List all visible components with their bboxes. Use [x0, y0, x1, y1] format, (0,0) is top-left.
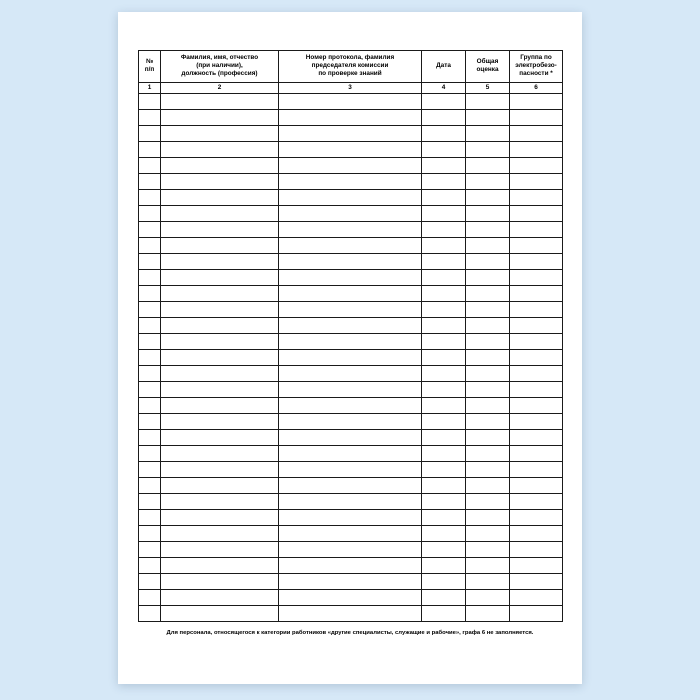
table-row — [139, 493, 563, 509]
table-row — [139, 93, 563, 109]
row-cell-total-grade[interactable] — [466, 589, 510, 605]
row-cell-protocol-chairman[interactable] — [279, 445, 422, 461]
row-cell-number[interactable] — [139, 413, 161, 429]
row-cell-fullname-position[interactable] — [161, 269, 279, 285]
row-cell-total-grade[interactable] — [466, 253, 510, 269]
row-cell-fullname-position[interactable] — [161, 189, 279, 205]
row-cell-total-grade[interactable] — [466, 205, 510, 221]
header-line: Дата — [436, 62, 451, 70]
column-header-date — [422, 51, 466, 83]
row-cell-protocol-chairman[interactable] — [279, 589, 422, 605]
row-cell-total-grade[interactable] — [466, 301, 510, 317]
row-cell-date[interactable] — [422, 397, 466, 413]
row-cell-total-grade[interactable] — [466, 317, 510, 333]
column-number-cell: 1 — [139, 82, 161, 93]
row-cell-electrical-safety-group[interactable] — [510, 253, 563, 269]
row-cell-electrical-safety-group[interactable] — [510, 397, 563, 413]
row-cell-number[interactable] — [139, 333, 161, 349]
row-cell-electrical-safety-group[interactable] — [510, 429, 563, 445]
header-line: Номер протокола, фамилия — [305, 54, 395, 61]
row-cell-number[interactable] — [139, 285, 161, 301]
row-cell-electrical-safety-group[interactable] — [510, 205, 563, 221]
row-cell-total-grade[interactable] — [466, 429, 510, 445]
row-cell-total-grade[interactable] — [466, 445, 510, 461]
table-row — [139, 589, 563, 605]
row-cell-total-grade[interactable] — [466, 93, 510, 109]
row-cell-electrical-safety-group[interactable] — [510, 589, 563, 605]
row-cell-number[interactable] — [139, 205, 161, 221]
row-cell-protocol-chairman[interactable] — [279, 205, 422, 221]
row-cell-number[interactable] — [139, 525, 161, 541]
header-line: п/п — [144, 66, 155, 74]
row-cell-fullname-position[interactable] — [161, 541, 279, 557]
header-line: (при наличии), — [196, 62, 243, 70]
table-row — [139, 285, 563, 301]
row-cell-date[interactable] — [422, 413, 466, 429]
row-cell-date[interactable] — [422, 541, 466, 557]
row-cell-total-grade[interactable] — [466, 509, 510, 525]
row-cell-total-grade[interactable] — [466, 525, 510, 541]
row-cell-protocol-chairman[interactable] — [279, 253, 422, 269]
row-cell-protocol-chairman[interactable] — [279, 173, 422, 189]
row-cell-fullname-position[interactable] — [161, 397, 279, 413]
row-cell-protocol-chairman[interactable] — [279, 285, 422, 301]
table-row — [139, 141, 563, 157]
knowledge-check-register-table — [138, 50, 563, 622]
table-row — [139, 237, 563, 253]
table-row — [139, 125, 563, 141]
row-cell-total-grade[interactable] — [466, 173, 510, 189]
row-cell-protocol-chairman[interactable] — [279, 525, 422, 541]
column-header-fullname-position — [161, 51, 279, 83]
row-cell-date[interactable] — [422, 157, 466, 173]
row-cell-electrical-safety-group[interactable] — [510, 285, 563, 301]
table-row — [139, 477, 563, 493]
row-cell-fullname-position[interactable] — [161, 333, 279, 349]
row-cell-date[interactable] — [422, 509, 466, 525]
row-cell-electrical-safety-group[interactable] — [510, 173, 563, 189]
row-cell-protocol-chairman[interactable] — [279, 237, 422, 253]
row-cell-date[interactable] — [422, 93, 466, 109]
row-cell-total-grade[interactable] — [466, 333, 510, 349]
row-cell-fullname-position[interactable] — [161, 285, 279, 301]
table-row — [139, 189, 563, 205]
row-cell-number[interactable] — [139, 253, 161, 269]
row-cell-date[interactable] — [422, 445, 466, 461]
row-cell-fullname-position[interactable] — [161, 557, 279, 573]
row-cell-fullname-position[interactable] — [161, 205, 279, 221]
row-cell-total-grade[interactable] — [466, 541, 510, 557]
row-cell-protocol-chairman[interactable] — [279, 477, 422, 493]
header-line: пасности * — [519, 70, 553, 78]
table-row — [139, 173, 563, 189]
table-row — [139, 269, 563, 285]
row-cell-total-grade[interactable] — [466, 237, 510, 253]
row-cell-protocol-chairman[interactable] — [279, 141, 422, 157]
row-cell-date[interactable] — [422, 365, 466, 381]
row-cell-number[interactable] — [139, 445, 161, 461]
row-cell-number[interactable] — [139, 477, 161, 493]
column-header-electrical-safety-group — [510, 51, 563, 83]
row-cell-electrical-safety-group[interactable] — [510, 189, 563, 205]
table-header-row — [139, 51, 563, 83]
row-cell-number[interactable] — [139, 349, 161, 365]
row-cell-total-grade[interactable] — [466, 365, 510, 381]
row-cell-date[interactable] — [422, 237, 466, 253]
row-cell-total-grade[interactable] — [466, 157, 510, 173]
row-cell-total-grade[interactable] — [466, 605, 510, 621]
row-cell-protocol-chairman[interactable] — [279, 605, 422, 621]
row-cell-electrical-safety-group[interactable] — [510, 413, 563, 429]
header-line: председателя комиссии — [311, 62, 389, 70]
row-cell-number[interactable] — [139, 157, 161, 173]
table-row — [139, 461, 563, 477]
table-row — [139, 605, 563, 621]
row-cell-fullname-position[interactable] — [161, 221, 279, 237]
header-line: Общая — [476, 58, 499, 66]
row-cell-protocol-chairman[interactable] — [279, 109, 422, 125]
row-cell-fullname-position[interactable] — [161, 93, 279, 109]
table-row — [139, 301, 563, 317]
row-cell-fullname-position[interactable] — [161, 445, 279, 461]
row-cell-date[interactable] — [422, 317, 466, 333]
row-cell-date[interactable] — [422, 573, 466, 589]
row-cell-date[interactable] — [422, 349, 466, 365]
row-cell-protocol-chairman[interactable] — [279, 365, 422, 381]
column-header-protocol-chairman — [279, 51, 422, 83]
row-cell-fullname-position[interactable] — [161, 429, 279, 445]
row-cell-protocol-chairman[interactable] — [279, 413, 422, 429]
header-line: оценка — [476, 66, 499, 74]
row-cell-protocol-chairman[interactable] — [279, 301, 422, 317]
row-cell-protocol-chairman[interactable] — [279, 221, 422, 237]
column-number-cell: 5 — [466, 82, 510, 93]
row-cell-total-grade[interactable] — [466, 125, 510, 141]
row-cell-date[interactable] — [422, 269, 466, 285]
table-row — [139, 349, 563, 365]
row-cell-protocol-chairman[interactable] — [279, 157, 422, 173]
row-cell-protocol-chairman[interactable] — [279, 461, 422, 477]
row-cell-fullname-position[interactable] — [161, 525, 279, 541]
row-cell-number[interactable] — [139, 493, 161, 509]
row-cell-electrical-safety-group[interactable] — [510, 477, 563, 493]
row-cell-electrical-safety-group[interactable] — [510, 93, 563, 109]
row-cell-electrical-safety-group[interactable] — [510, 525, 563, 541]
row-cell-electrical-safety-group[interactable] — [510, 493, 563, 509]
row-cell-electrical-safety-group[interactable] — [510, 573, 563, 589]
table-row — [139, 509, 563, 525]
table-row — [139, 573, 563, 589]
table-row — [139, 333, 563, 349]
row-cell-date[interactable] — [422, 253, 466, 269]
row-cell-protocol-chairman[interactable] — [279, 397, 422, 413]
row-cell-fullname-position[interactable] — [161, 365, 279, 381]
table-row — [139, 429, 563, 445]
row-cell-date[interactable] — [422, 333, 466, 349]
row-cell-total-grade[interactable] — [466, 349, 510, 365]
row-cell-fullname-position[interactable] — [161, 573, 279, 589]
row-cell-protocol-chairman[interactable] — [279, 317, 422, 333]
row-cell-protocol-chairman[interactable] — [279, 349, 422, 365]
row-cell-fullname-position[interactable] — [161, 349, 279, 365]
row-cell-electrical-safety-group[interactable] — [510, 157, 563, 173]
row-cell-electrical-safety-group[interactable] — [510, 605, 563, 621]
column-header-number — [139, 51, 161, 83]
row-cell-total-grade[interactable] — [466, 413, 510, 429]
table-row — [139, 525, 563, 541]
row-cell-electrical-safety-group[interactable] — [510, 461, 563, 477]
row-cell-electrical-safety-group[interactable] — [510, 237, 563, 253]
table-row — [139, 445, 563, 461]
row-cell-total-grade[interactable] — [466, 221, 510, 237]
row-cell-fullname-position[interactable] — [161, 301, 279, 317]
row-cell-number[interactable] — [139, 141, 161, 157]
row-cell-total-grade[interactable] — [466, 493, 510, 509]
table-row — [139, 557, 563, 573]
row-cell-protocol-chairman[interactable] — [279, 269, 422, 285]
row-cell-total-grade[interactable] — [466, 397, 510, 413]
column-header-total-grade — [466, 51, 510, 83]
document-sheet — [118, 12, 582, 684]
row-cell-date[interactable] — [422, 605, 466, 621]
row-cell-number[interactable] — [139, 605, 161, 621]
row-cell-date[interactable] — [422, 557, 466, 573]
row-cell-protocol-chairman[interactable] — [279, 493, 422, 509]
row-cell-total-grade[interactable] — [466, 573, 510, 589]
row-cell-electrical-safety-group[interactable] — [510, 333, 563, 349]
table-row — [139, 365, 563, 381]
row-cell-total-grade[interactable] — [466, 477, 510, 493]
row-cell-number[interactable] — [139, 381, 161, 397]
row-cell-protocol-chairman[interactable] — [279, 509, 422, 525]
row-cell-fullname-position[interactable] — [161, 317, 279, 333]
row-cell-electrical-safety-group[interactable] — [510, 509, 563, 525]
row-cell-number[interactable] — [139, 365, 161, 381]
row-cell-fullname-position[interactable] — [161, 157, 279, 173]
row-cell-number[interactable] — [139, 237, 161, 253]
column-number-cell: 4 — [422, 82, 466, 93]
header-line: по проверке знаний — [318, 70, 382, 78]
row-cell-electrical-safety-group[interactable] — [510, 221, 563, 237]
table-row — [139, 253, 563, 269]
row-cell-fullname-position[interactable] — [161, 173, 279, 189]
row-cell-number[interactable] — [139, 93, 161, 109]
table-row — [139, 157, 563, 173]
row-cell-date[interactable] — [422, 589, 466, 605]
header-line: Фамилия, имя, отчество — [180, 54, 259, 61]
row-cell-date[interactable] — [422, 477, 466, 493]
row-cell-date[interactable] — [422, 301, 466, 317]
row-cell-protocol-chairman[interactable] — [279, 429, 422, 445]
row-cell-date[interactable] — [422, 381, 466, 397]
row-cell-protocol-chairman[interactable] — [279, 93, 422, 109]
table-body — [139, 93, 563, 621]
row-cell-electrical-safety-group[interactable] — [510, 557, 563, 573]
column-number-cell: 6 — [510, 82, 563, 93]
row-cell-number[interactable] — [139, 557, 161, 573]
row-cell-electrical-safety-group[interactable] — [510, 381, 563, 397]
table-row — [139, 317, 563, 333]
header-line: Группа по — [520, 54, 552, 61]
row-cell-date[interactable] — [422, 109, 466, 125]
row-cell-protocol-chairman[interactable] — [279, 189, 422, 205]
row-cell-fullname-position[interactable] — [161, 477, 279, 493]
row-cell-number[interactable] — [139, 269, 161, 285]
row-cell-date[interactable] — [422, 461, 466, 477]
row-cell-number[interactable] — [139, 125, 161, 141]
row-cell-date[interactable] — [422, 141, 466, 157]
row-cell-total-grade[interactable] — [466, 109, 510, 125]
table-row — [139, 205, 563, 221]
row-cell-date[interactable] — [422, 285, 466, 301]
table-row — [139, 541, 563, 557]
table-row — [139, 109, 563, 125]
row-cell-protocol-chairman[interactable] — [279, 557, 422, 573]
document-page-shadow — [118, 12, 582, 684]
row-cell-number[interactable] — [139, 109, 161, 125]
row-cell-date[interactable] — [422, 429, 466, 445]
row-cell-protocol-chairman[interactable] — [279, 541, 422, 557]
header-line: должность (профессия) — [181, 70, 258, 78]
row-cell-electrical-safety-group[interactable] — [510, 269, 563, 285]
row-cell-date[interactable] — [422, 189, 466, 205]
row-cell-fullname-position[interactable] — [161, 509, 279, 525]
row-cell-number[interactable] — [139, 173, 161, 189]
row-cell-total-grade[interactable] — [466, 285, 510, 301]
table-row — [139, 397, 563, 413]
row-cell-fullname-position[interactable] — [161, 493, 279, 509]
row-cell-date[interactable] — [422, 173, 466, 189]
row-cell-electrical-safety-group[interactable] — [510, 541, 563, 557]
table-row — [139, 381, 563, 397]
row-cell-protocol-chairman[interactable] — [279, 333, 422, 349]
row-cell-number[interactable] — [139, 189, 161, 205]
header-line: № — [145, 58, 154, 66]
row-cell-number[interactable] — [139, 461, 161, 477]
row-cell-fullname-position[interactable] — [161, 381, 279, 397]
row-cell-electrical-safety-group[interactable] — [510, 445, 563, 461]
table-head — [139, 51, 563, 94]
row-cell-date[interactable] — [422, 221, 466, 237]
row-cell-fullname-position[interactable] — [161, 109, 279, 125]
row-cell-electrical-safety-group[interactable] — [510, 317, 563, 333]
row-cell-number[interactable] — [139, 573, 161, 589]
table-row — [139, 221, 563, 237]
row-cell-protocol-chairman[interactable] — [279, 125, 422, 141]
row-cell-number[interactable] — [139, 509, 161, 525]
header-line: электробезо- — [515, 62, 557, 70]
row-cell-number[interactable] — [139, 317, 161, 333]
row-cell-electrical-safety-group[interactable] — [510, 125, 563, 141]
row-cell-number[interactable] — [139, 301, 161, 317]
column-number-cell: 2 — [161, 82, 279, 93]
footnote-text: Для персонала, относящегося к категории работников «другие специалисты, служащие и рабочие», графа 6 не заполняется. — [166, 629, 534, 636]
table-row — [139, 413, 563, 429]
row-cell-electrical-safety-group[interactable] — [510, 301, 563, 317]
row-cell-electrical-safety-group[interactable] — [510, 141, 563, 157]
row-cell-fullname-position[interactable] — [161, 253, 279, 269]
row-cell-total-grade[interactable] — [466, 557, 510, 573]
row-cell-total-grade[interactable] — [466, 269, 510, 285]
row-cell-number[interactable] — [139, 541, 161, 557]
row-cell-electrical-safety-group[interactable] — [510, 365, 563, 381]
row-cell-number[interactable] — [139, 429, 161, 445]
row-cell-fullname-position[interactable] — [161, 605, 279, 621]
row-cell-total-grade[interactable] — [466, 461, 510, 477]
row-cell-number[interactable] — [139, 397, 161, 413]
row-cell-fullname-position[interactable] — [161, 125, 279, 141]
row-cell-number[interactable] — [139, 589, 161, 605]
row-cell-fullname-position[interactable] — [161, 237, 279, 253]
row-cell-date[interactable] — [422, 205, 466, 221]
row-cell-protocol-chairman[interactable] — [279, 381, 422, 397]
row-cell-electrical-safety-group[interactable] — [510, 349, 563, 365]
row-cell-date[interactable] — [422, 125, 466, 141]
row-cell-fullname-position[interactable] — [161, 141, 279, 157]
row-cell-total-grade[interactable] — [466, 381, 510, 397]
row-cell-electrical-safety-group[interactable] — [510, 109, 563, 125]
row-cell-total-grade[interactable] — [466, 141, 510, 157]
row-cell-date[interactable] — [422, 525, 466, 541]
row-cell-fullname-position[interactable] — [161, 461, 279, 477]
row-cell-total-grade[interactable] — [466, 189, 510, 205]
row-cell-number[interactable] — [139, 221, 161, 237]
row-cell-date[interactable] — [422, 493, 466, 509]
row-cell-protocol-chairman[interactable] — [279, 573, 422, 589]
column-number-cell: 3 — [279, 82, 422, 93]
column-number-row — [139, 82, 563, 93]
row-cell-fullname-position[interactable] — [161, 413, 279, 429]
row-cell-fullname-position[interactable] — [161, 589, 279, 605]
